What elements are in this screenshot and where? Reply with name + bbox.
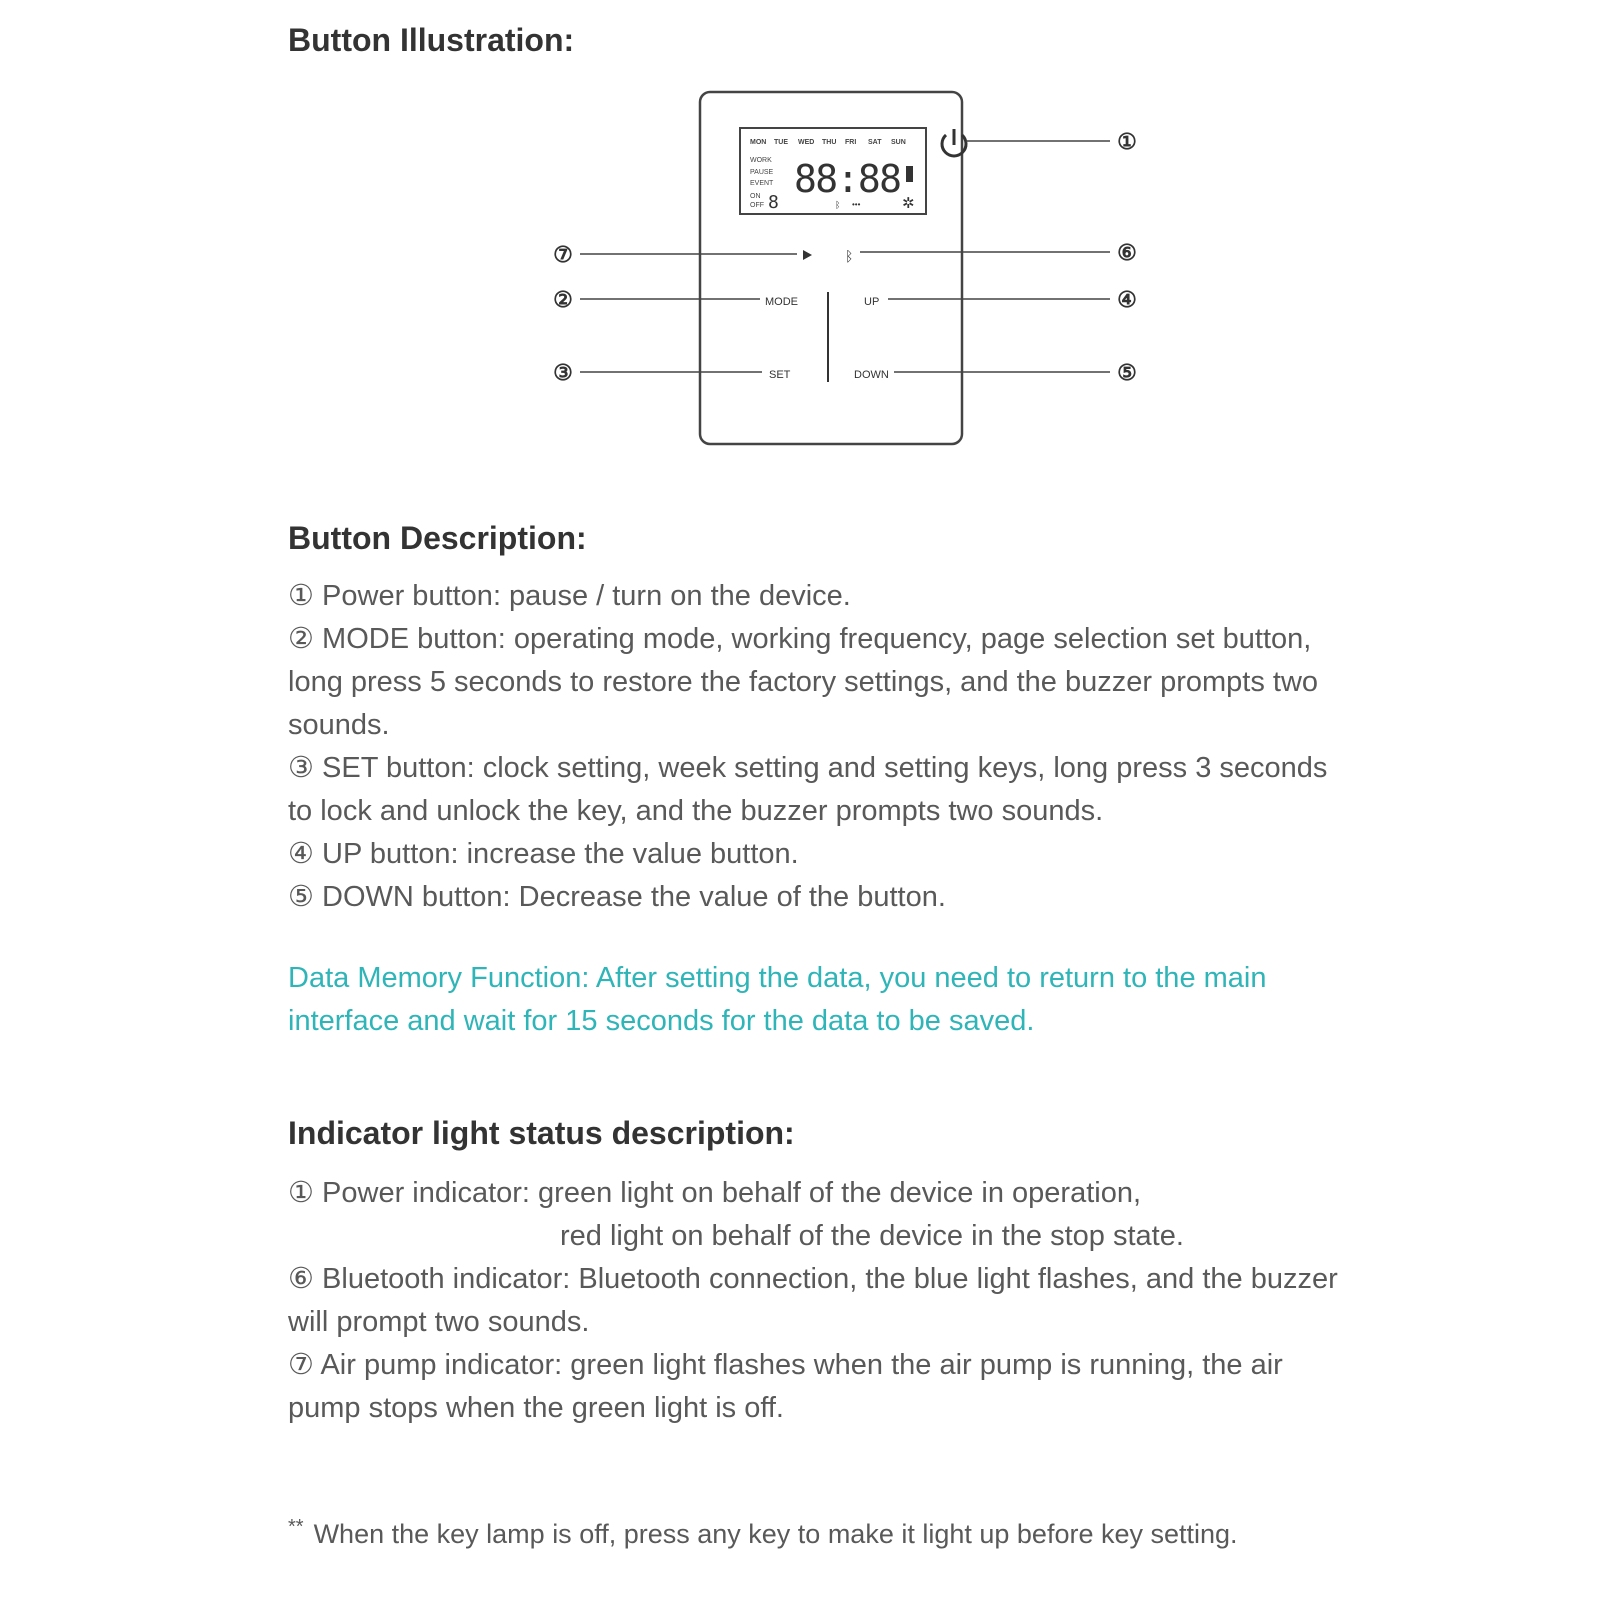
- indicator-bluetooth: ⑥ Bluetooth indicator: Bluetooth connection, the blue light flashes, and the buzzer will prompt two sounds.: [288, 1263, 1338, 1338]
- indicator-heading: Indicator light status description:: [288, 1115, 795, 1151]
- footnote-text: When the key lamp is off, press any key to make it light up before key setting.: [313, 1519, 1238, 1549]
- indicator-power-line1: ① Power indicator: green light on behalf of the device in operation,: [288, 1177, 1142, 1209]
- indicator-power-line2: red light on behalf of the device in the stop state.: [560, 1220, 1184, 1252]
- controller-diagram: [0, 0, 1601, 470]
- description-mode: ② MODE button: operating mode, working frequency, page selection set button, long press 5 seconds to restore the factory settings, and the buzzer prompts two sounds.: [288, 623, 1319, 741]
- lcd-battery-icon: [906, 166, 913, 182]
- up-button: UP: [864, 296, 880, 308]
- day-label: SAT: [868, 139, 882, 146]
- description-up: ④ UP button: increase the value button.: [288, 838, 799, 870]
- status-label: EVENT: [750, 180, 774, 187]
- callout-3: ③: [553, 360, 573, 385]
- mode-button: MODE: [765, 296, 798, 308]
- lcd-small-digit: 8: [768, 192, 779, 213]
- footnote-stars: **: [288, 1516, 304, 1538]
- day-label: TUE: [774, 139, 788, 146]
- lcd-dots-icon: •••: [852, 200, 861, 209]
- memory-function-note: Data Memory Function: After setting the data, you need to return to the main interface and wait for 15 seconds for the data to be saved.: [288, 962, 1267, 1037]
- callout-5: ⑤: [1117, 360, 1137, 385]
- button-description-list: [288, 575, 1348, 919]
- off-label: OFF: [750, 202, 764, 209]
- callout-2: ②: [553, 287, 573, 312]
- lcd-bluetooth-icon: ᛒ: [835, 200, 841, 210]
- description-power: ① Power button: pause / turn on the device.: [288, 580, 851, 612]
- callout-6: ⑥: [1117, 240, 1137, 265]
- day-label: SUN: [891, 139, 906, 146]
- callout-1: ①: [1117, 129, 1137, 154]
- set-button: SET: [769, 369, 791, 381]
- indicator-description-list: [288, 1172, 1348, 1430]
- illustration-heading: Button Illustration:: [288, 22, 575, 58]
- status-label: WORK: [750, 157, 772, 164]
- callout-4: ④: [1117, 287, 1137, 312]
- down-button: DOWN: [854, 369, 889, 381]
- description-set: ③ SET button: clock setting, week setting and setting keys, long press 3 seconds to lock and unlock the key, and the buzzer prompts two sounds.: [288, 752, 1328, 827]
- description-down: ⑤ DOWN button: Decrease the value of the button.: [288, 881, 946, 913]
- day-label: MON: [750, 139, 767, 146]
- day-label: WED: [798, 139, 815, 146]
- lcd-time-digits: 88:88: [794, 157, 902, 201]
- status-label: PAUSE: [750, 169, 774, 176]
- on-label: ON: [750, 193, 761, 200]
- lcd-fan-icon: ✲: [902, 195, 915, 212]
- footnote: [288, 1516, 1238, 1550]
- bluetooth-indicator-icon: ᛒ: [845, 248, 854, 264]
- day-label: FRI: [845, 139, 857, 146]
- indicator-air-pump: ⑦ Air pump indicator: green light flashes when the air pump is running, the air pump stops when the green light is off.: [288, 1349, 1283, 1424]
- day-label: THU: [822, 139, 837, 146]
- description-heading: Button Description:: [288, 520, 587, 556]
- callout-7: ⑦: [553, 242, 573, 267]
